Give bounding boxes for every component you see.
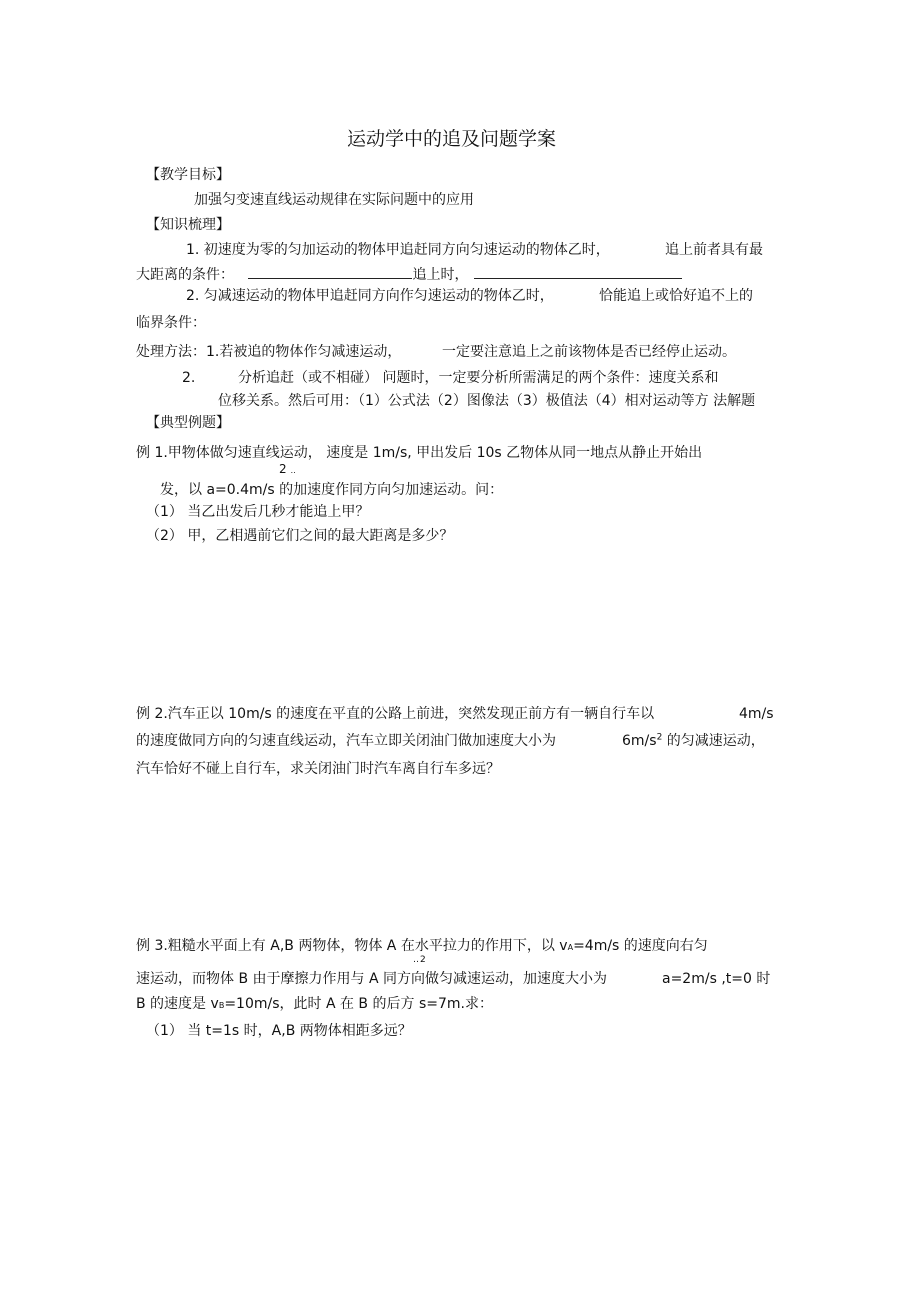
example3-velocity-a-symbol: v [559,938,568,954]
example3-line1-part2: =4m/s 的速度向右匀 [573,938,708,954]
knowledge-item1-catchup-label: 追上时， [412,267,469,283]
knowledge-heading: 【知识梳理】 [146,217,230,233]
example3-line3-part1: B 的速度是 [136,996,211,1012]
teaching-goal-heading: 【教学目标】 [146,167,230,183]
knowledge-item1-part2: 追上前者具有最 [665,242,763,258]
knowledge-item2-condition-label: 临界条件： [136,315,206,331]
example2-line3: 汽车恰好不碰上自行车，求关闭油门时汽车离自行车多远？ [136,761,500,777]
example2-line1-part2: 4m/s [739,706,774,722]
page-title: 运动学中的追及问题学案 [347,128,557,150]
answer-blank-1[interactable] [248,264,412,279]
example1-question1: （1） 当乙出发后几秒才能追上甲？ [146,504,370,520]
example2-line2-part2 [622,732,765,750]
example1-line2: 发，以 a=0.4m/s 的加速度作同方向匀加速运动。问： [160,482,504,498]
example1-exponent-mark: ‥ [290,466,296,475]
method-item2-line2: 位移关系。然后可用：（1）公式法（2）图像法（3）极值法（4）相对运动等方 法解题 [218,393,756,409]
method-item2-line1: 分析追赶（或不相碰） 问题时，一定要分析所需满足的两个条件：速度关系和 [238,370,719,386]
example3-line2-part2: a=2m/s ,t=0 时 [662,971,771,987]
knowledge-item2-part2: 恰能追上或恰好追不上的 [599,288,753,304]
example2-acceleration-exponent: 2 [656,732,663,743]
example3-velocity-a-subscript: A [567,943,574,952]
example3-question1: （1） 当 t=1s 时，A,B 两物体相距多远？ [146,1023,412,1039]
example3-line1 [136,937,708,957]
example3-velocity-b-symbol: v [210,996,219,1012]
method-item2-number: 2. [182,370,196,386]
method-line1-part1: 处理方法：1.若被追的物体作匀减速运动， [136,344,402,360]
example1-line1: 例 1.甲物体做匀速直线运动， 速度是 1m/s, 甲出发后 10s 乙物体从同一地点从静止开始出 [136,445,703,461]
example1-exponent-number: 2 [279,462,287,476]
example1-question2: （2） 甲，乙相遇前它们之间的最大距离是多少？ [146,528,454,544]
knowledge-item1-condition-label: 大距离的条件： [136,267,234,283]
example3-exponent-mark: ‥2 [413,955,427,965]
example2-acceleration-value: 6m/s [622,733,657,749]
example2-line2-tail: 的匀减速运动， [666,733,765,749]
example3-velocity-b-subscript: B [218,1001,225,1010]
example3-line3-part2: =10m/s，此时 A 在 B 的后方 s=7m.求： [224,996,493,1012]
knowledge-item1-line2 [136,264,682,284]
knowledge-item2-part1: 2. 匀减速运动的物体甲追赶同方向作匀速运动的物体乙时， [186,288,554,304]
teaching-goal-text: 加强匀变速直线运动规律在实际问题中的应用 [194,192,474,208]
example3-line2-part1: 速运动，而物体 B 由于摩擦力作用与 A 同方向做匀减速运动，加速度大小为 [136,971,607,987]
examples-heading: 【典型例题】 [146,415,230,431]
method-line1-part2: 一定要注意追上之前该物体是否已经停止运动。 [442,344,736,360]
knowledge-item1-part1: 1. 初速度为零的匀加运动的物体甲追赶同方向匀速运动的物体乙时， [186,242,610,258]
example2-line1-part1: 例 2.汽车正以 10m/s 的速度在平直的公路上前进，突然发现正前方有一辆自行车以 [136,706,655,722]
example1-exponent [279,460,296,480]
example3-line3 [136,995,493,1015]
example2-line2-part1: 的速度做同方向的匀速直线运动，汽车立即关闭油门做加速度大小为 [136,733,556,749]
answer-blank-2[interactable] [474,264,682,279]
example3-line1-part1: 例 3.粗糙水平面上有 A,B 两物体，物体 A 在水平拉力的作用下，以 [136,938,560,954]
